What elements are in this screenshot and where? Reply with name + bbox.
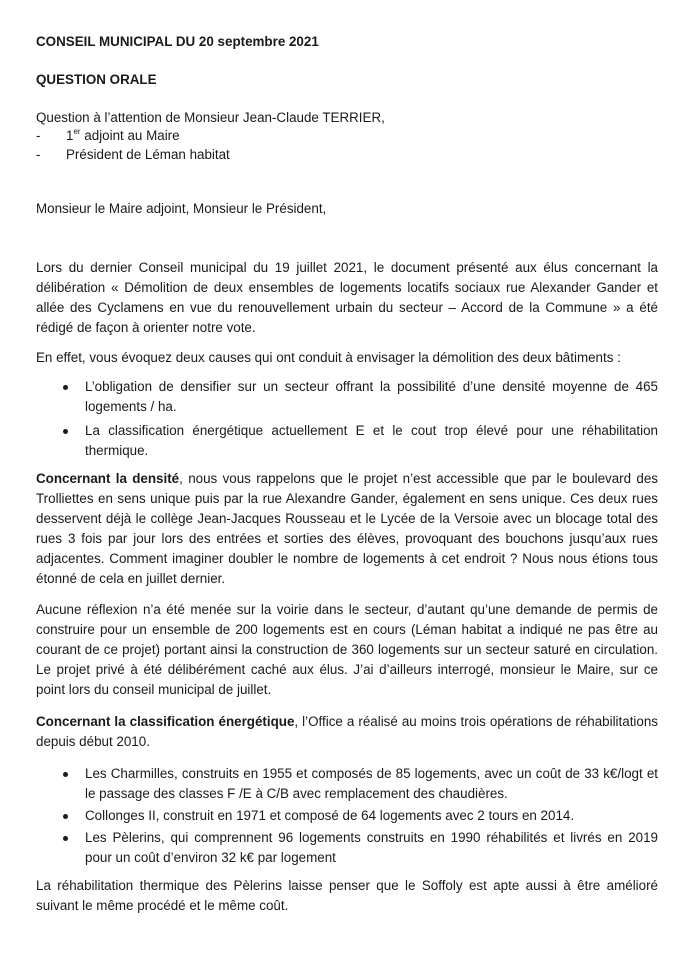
paragraph-energy: Concernant la classification énergétique, l’Office a réalisé au moins trois opérations de réhabilitations depuis début 2010.: [36, 714, 658, 749]
role-ordinal: 1: [66, 128, 74, 143]
density-heading: Concernant la densité: [36, 471, 180, 486]
paragraph-roads: Aucune réflexion n’a été menée sur la voirie dans le secteur, d’autant qu’une demande de permis de construire pour un ensemble de 200 logements est en cours (Léman habitat a indiqué ne pas être au courant de ce projet) portant ainsi la construction de 360 logements sur un secteur saturé en circulation. Le projet privé à été délibérément caché aux élus. J’ai d’ailleurs interrogé, monsieur le Maire, sur ce point lors du conseil municipal de juillet.: [36, 602, 658, 697]
dash-marker: -: [36, 147, 41, 162]
paragraph-density: Concernant la densité, nous vous rappelons que le projet n’est accessible que par le boulevard des Trolliettes en sens unique puis par la rue Alexandre Gander, également en sens unique. Ces deux rues desservent déjà le collège Jean-Jacques Rousseau et le Lycée de la Versoie avec un blocage total des rues 3 fois par jour lors des entrées et sorties des élèves, provoquant des bouchons jusqu’aux rues adjacentes. Comment imaginer doubler le nombre de logements à cet endroit ? Nous nous étions tous étonné de cela en juillet dernier.: [36, 471, 659, 586]
list-item: L’obligation de densifier sur un secteur offrant la possibilité d’une densité moyenne de 465 logements / ha.: [85, 379, 658, 414]
dash-marker: -: [36, 128, 41, 143]
addressee-role-1: [36, 126, 180, 146]
list-item: Les Pèlerins, qui comprennent 96 logements construits en 1990 réhabilités et livrés en 2019 pour un coût d’environ 32 k€ par logement: [85, 830, 658, 865]
operations-list: [63, 764, 658, 868]
role-text: Président de Léman habitat: [66, 147, 230, 162]
addressee-intro: Question à l’attention de Monsieur Jean-Claude TERRIER,: [36, 110, 385, 125]
paragraph-causes-intro: En effet, vous évoquez deux causes qui ont conduit à envisager la démolition des deux bâtiments :: [36, 350, 621, 365]
paragraph-conclusion: La réhabilitation thermique des Pèlerins laisse penser que le Soffoly est apte aussi à être amélioré suivant le même procédé et le même coût.: [36, 878, 658, 913]
role-ordinal-suffix: er: [73, 127, 81, 136]
paragraph-intro: Lors du dernier Conseil municipal du 19 juillet 2021, le document présenté aux élus concernant la délibération « Démolition de deux ensembles de logements locatifs sociaux rue Alexander Gander et allée des Cyclamens en vue du renouvellement urbain du secteur – Accord de la Commune » a été rédigé de façon à orienter notre vote.: [36, 260, 658, 335]
list-item: Les Charmilles, construits en 1955 et composés de 85 logements, avec un coût de 33 k€/logt et le passage des classes F /E à C/B avec remplacement des chaudières.: [85, 766, 658, 801]
salutation: Monsieur le Maire adjoint, Monsieur le Président,: [36, 201, 327, 216]
document-subtitle: QUESTION ORALE: [36, 72, 157, 87]
list-item: La classification énergétique actuellement E et le cout trop élevé pour une réhabilitation thermique.: [85, 423, 658, 458]
addressee-role-2: [36, 145, 230, 165]
document-title: CONSEIL MUNICIPAL DU 20 septembre 2021: [36, 34, 319, 49]
role-text: adjoint au Maire: [80, 128, 180, 143]
list-item: Collonges II, construit en 1971 et composé de 64 logements avec 2 tours en 2014.: [85, 808, 575, 823]
energy-heading: Concernant la classification énergétique: [36, 714, 295, 729]
causes-list: [63, 377, 658, 461]
